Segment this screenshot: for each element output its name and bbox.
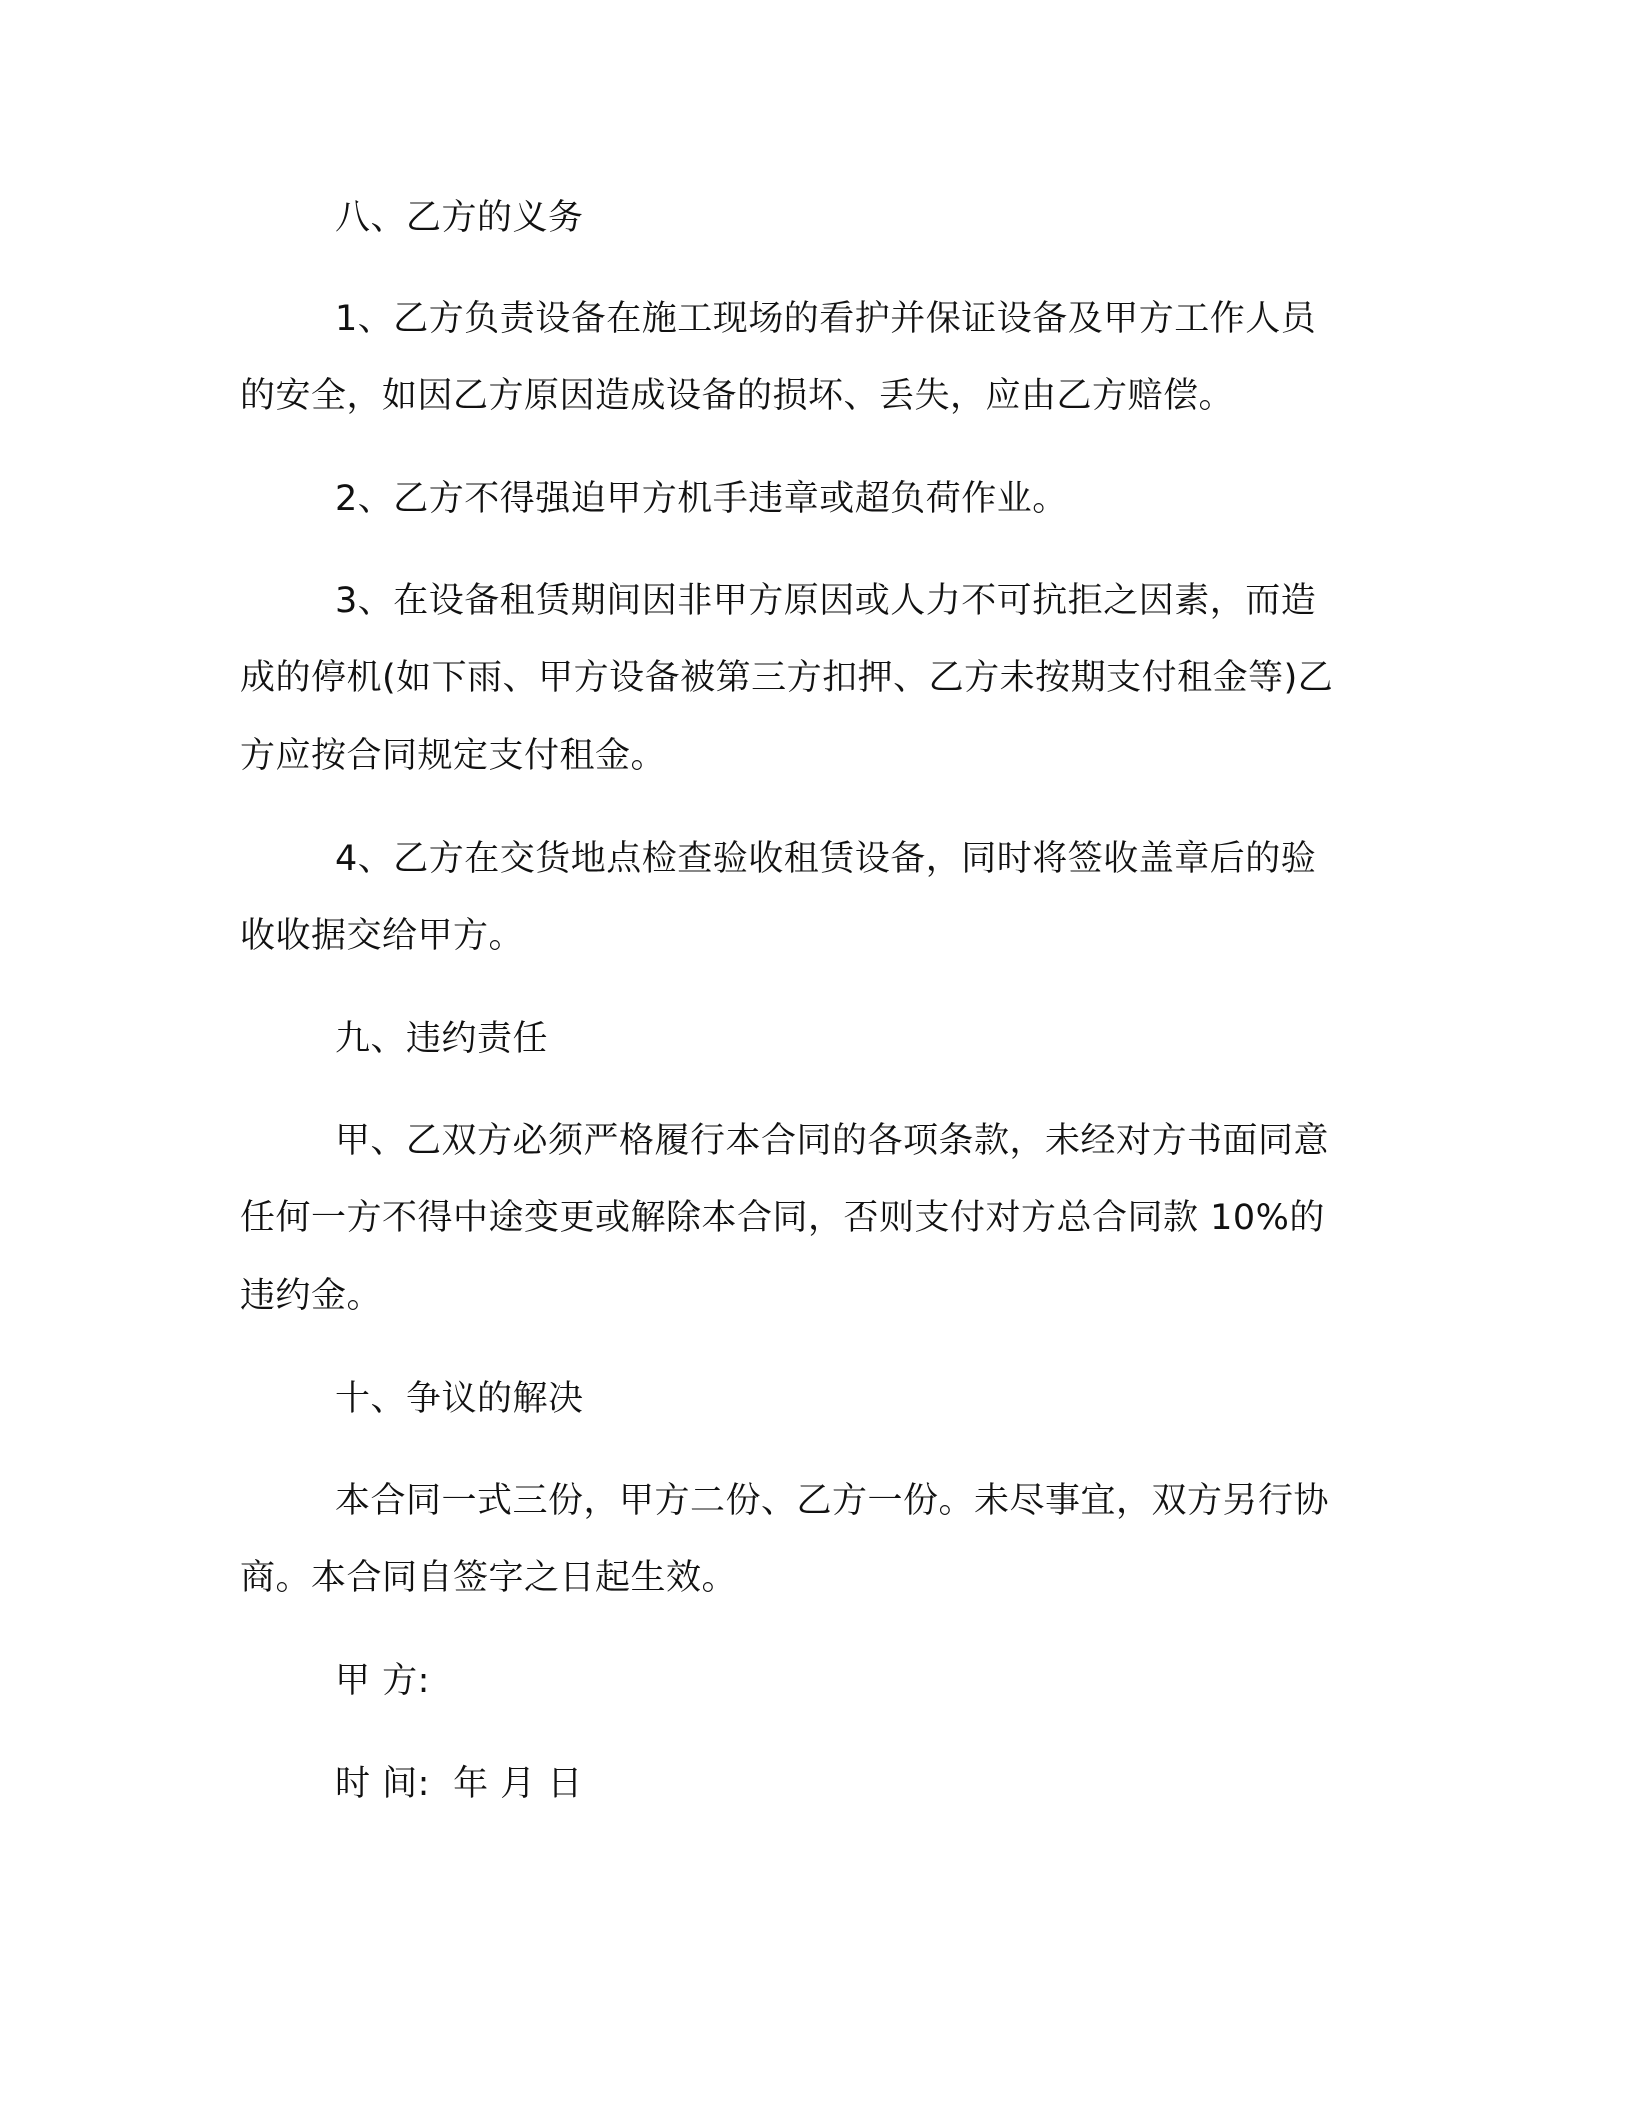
section-heading: 八、乙方的义务 <box>335 198 584 238</box>
paragraph-line: 违约金。 <box>240 1276 383 1316</box>
paragraph-line: 商。本合同自签字之日起生效。 <box>240 1558 738 1598</box>
date-label: 时 间: 年 月 日 <box>335 1764 583 1804</box>
paragraph-line: 2、乙方不得强迫甲方机手违章或超负荷作业。 <box>335 479 1068 519</box>
section-heading: 十、争议的解决 <box>335 1379 584 1419</box>
paragraph-line: 成的停机(如下雨、甲方设备被第三方扣押、乙方未按期支付租金等)乙 <box>240 658 1334 698</box>
paragraph-line: 的安全，如因乙方原因造成设备的损坏、丢失，应由乙方赔偿。 <box>240 376 1235 416</box>
paragraph-line: 任何一方不得中途变更或解除本合同，否则支付对方总合同款 10%的 <box>240 1198 1325 1238</box>
paragraph-line: 4、乙方在交货地点检查验收租赁设备，同时将签收盖章后的验 <box>335 839 1317 879</box>
party-a-signature-label: 甲 方: <box>335 1661 430 1701</box>
paragraph-line: 本合同一式三份，甲方二份、乙方一份。未尽事宜，双方另行协 <box>335 1481 1330 1521</box>
section-heading: 九、违约责任 <box>335 1019 549 1059</box>
paragraph-line: 1、乙方负责设备在施工现场的看护并保证设备及甲方工作人员 <box>335 299 1317 339</box>
paragraph-line: 甲、乙双方必须严格履行本合同的各项条款，未经对方书面同意 <box>335 1121 1330 1161</box>
paragraph-line: 收收据交给甲方。 <box>240 916 525 956</box>
paragraph-line: 方应按合同规定支付租金。 <box>240 736 667 776</box>
paragraph-line: 3、在设备租赁期间因非甲方原因或人力不可抗拒之因素，而造 <box>335 581 1317 621</box>
